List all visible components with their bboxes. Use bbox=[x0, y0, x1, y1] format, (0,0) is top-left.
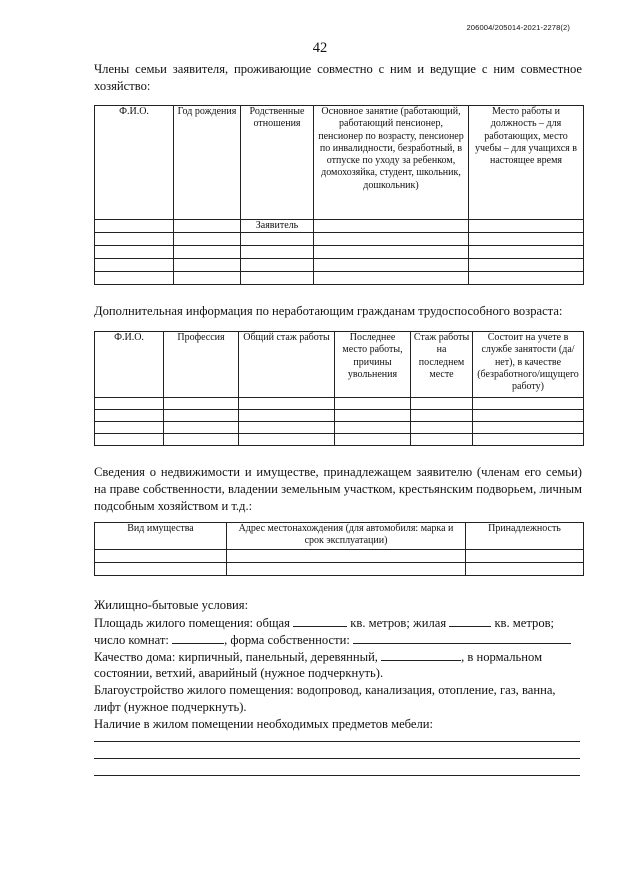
table-row bbox=[95, 398, 584, 410]
column-header: Профессия bbox=[164, 332, 239, 398]
table-row bbox=[95, 259, 584, 272]
column-header: Основное занятие (работающий, работающий пенсионер, пенсионер по возрасту, пенсионер по инвалидности, безработный, в отпуске по уходу за ребенком, домохозяйка, студент, школьник, дошкольник) bbox=[314, 106, 469, 220]
ownership-field[interactable] bbox=[353, 631, 571, 644]
column-header: Родственные отношения bbox=[241, 106, 314, 220]
table-row bbox=[95, 246, 584, 259]
furniture-label: Наличие в жилом помещении необходимых предметов мебели: bbox=[94, 717, 434, 731]
column-header: Ф.И.О. bbox=[95, 106, 174, 220]
table-row bbox=[95, 563, 584, 576]
table-row bbox=[95, 220, 584, 233]
table-header-row bbox=[95, 332, 584, 398]
quality-end: , в нормальном bbox=[461, 650, 543, 664]
area-label: Площадь жилого помещения: общая bbox=[94, 616, 290, 630]
column-header: Стаж работы на последнем месте bbox=[411, 332, 473, 398]
unemployed-intro: Дополнительная информация по неработающим гражданам трудоспособного возраста: bbox=[94, 304, 563, 318]
answer-line[interactable] bbox=[94, 758, 580, 759]
table-header-row bbox=[95, 523, 584, 550]
quality-label: Качество дома: кирпичный, панельный, деревянный, bbox=[94, 650, 378, 664]
amenities-line-2: лифт (нужное подчеркнуть). bbox=[94, 700, 247, 714]
unemployed-table bbox=[94, 331, 584, 446]
column-header: Последнее место работы, причины увольнения bbox=[335, 332, 411, 398]
table-header-row bbox=[95, 106, 584, 220]
ownership-label: , форма собственности: bbox=[224, 633, 350, 647]
quality-line bbox=[94, 648, 582, 666]
quality-line-2: состоянии, ветхий, аварийный (нужное подчеркнуть). bbox=[94, 666, 384, 680]
table-row bbox=[95, 272, 584, 285]
rooms-field[interactable] bbox=[172, 631, 224, 644]
living-heading: Жилищно-бытовые условия: bbox=[94, 598, 249, 612]
answer-line[interactable] bbox=[94, 741, 580, 742]
relation-cell: Заявитель bbox=[241, 220, 314, 233]
table-row bbox=[95, 233, 584, 246]
page-number: 42 bbox=[312, 40, 328, 56]
column-header: Общий стаж работы bbox=[239, 332, 335, 398]
column-header: Место работы и должность – для работающих, место учебы – для учащихся в настоящее время bbox=[469, 106, 584, 220]
table-row bbox=[95, 434, 584, 446]
area-living-unit: кв. метров; bbox=[494, 616, 555, 630]
family-table bbox=[94, 105, 584, 285]
rooms-line bbox=[94, 631, 582, 649]
answer-line[interactable] bbox=[94, 775, 580, 776]
living-area-field[interactable] bbox=[449, 614, 491, 627]
table-row bbox=[95, 422, 584, 434]
rooms-label: число комнат: bbox=[94, 633, 169, 647]
table-row bbox=[95, 410, 584, 422]
quality-other-field[interactable] bbox=[381, 648, 461, 661]
column-header: Ф.И.О. bbox=[95, 332, 164, 398]
document-number: 206004/205014-2021-2278(2) bbox=[466, 23, 570, 32]
column-header: Адрес местонахождения (для автомобиля: марка и срок эксплуатации) bbox=[227, 523, 466, 550]
column-header: Год рождения bbox=[174, 106, 241, 220]
column-header: Принадлежность bbox=[466, 523, 584, 550]
total-area-field[interactable] bbox=[293, 614, 347, 627]
property-table bbox=[94, 522, 584, 576]
column-header: Состоит на учете в службе занятости (да/нет), в качестве (безработного/ищущего работу) bbox=[473, 332, 584, 398]
area-total-unit: кв. метров; жилая bbox=[350, 616, 447, 630]
table-row bbox=[95, 550, 584, 563]
living-area-line bbox=[94, 614, 582, 632]
family-intro: Члены семьи заявителя, проживающие совместно с ним и ведущие с ним совместное хозяйство: bbox=[94, 62, 582, 93]
amenities-line: Благоустройство жилого помещения: водопровод, канализация, отопление, газ, ванна, bbox=[94, 683, 556, 697]
property-intro: Сведения о недвижимости и имуществе, принадлежащем заявителю (членам его семьи) на праве собственности, владении земельным участком, крестьянским подворьем, личным подсобным хозяйством и т.д.: bbox=[94, 465, 582, 513]
column-header: Вид имущества bbox=[95, 523, 227, 550]
